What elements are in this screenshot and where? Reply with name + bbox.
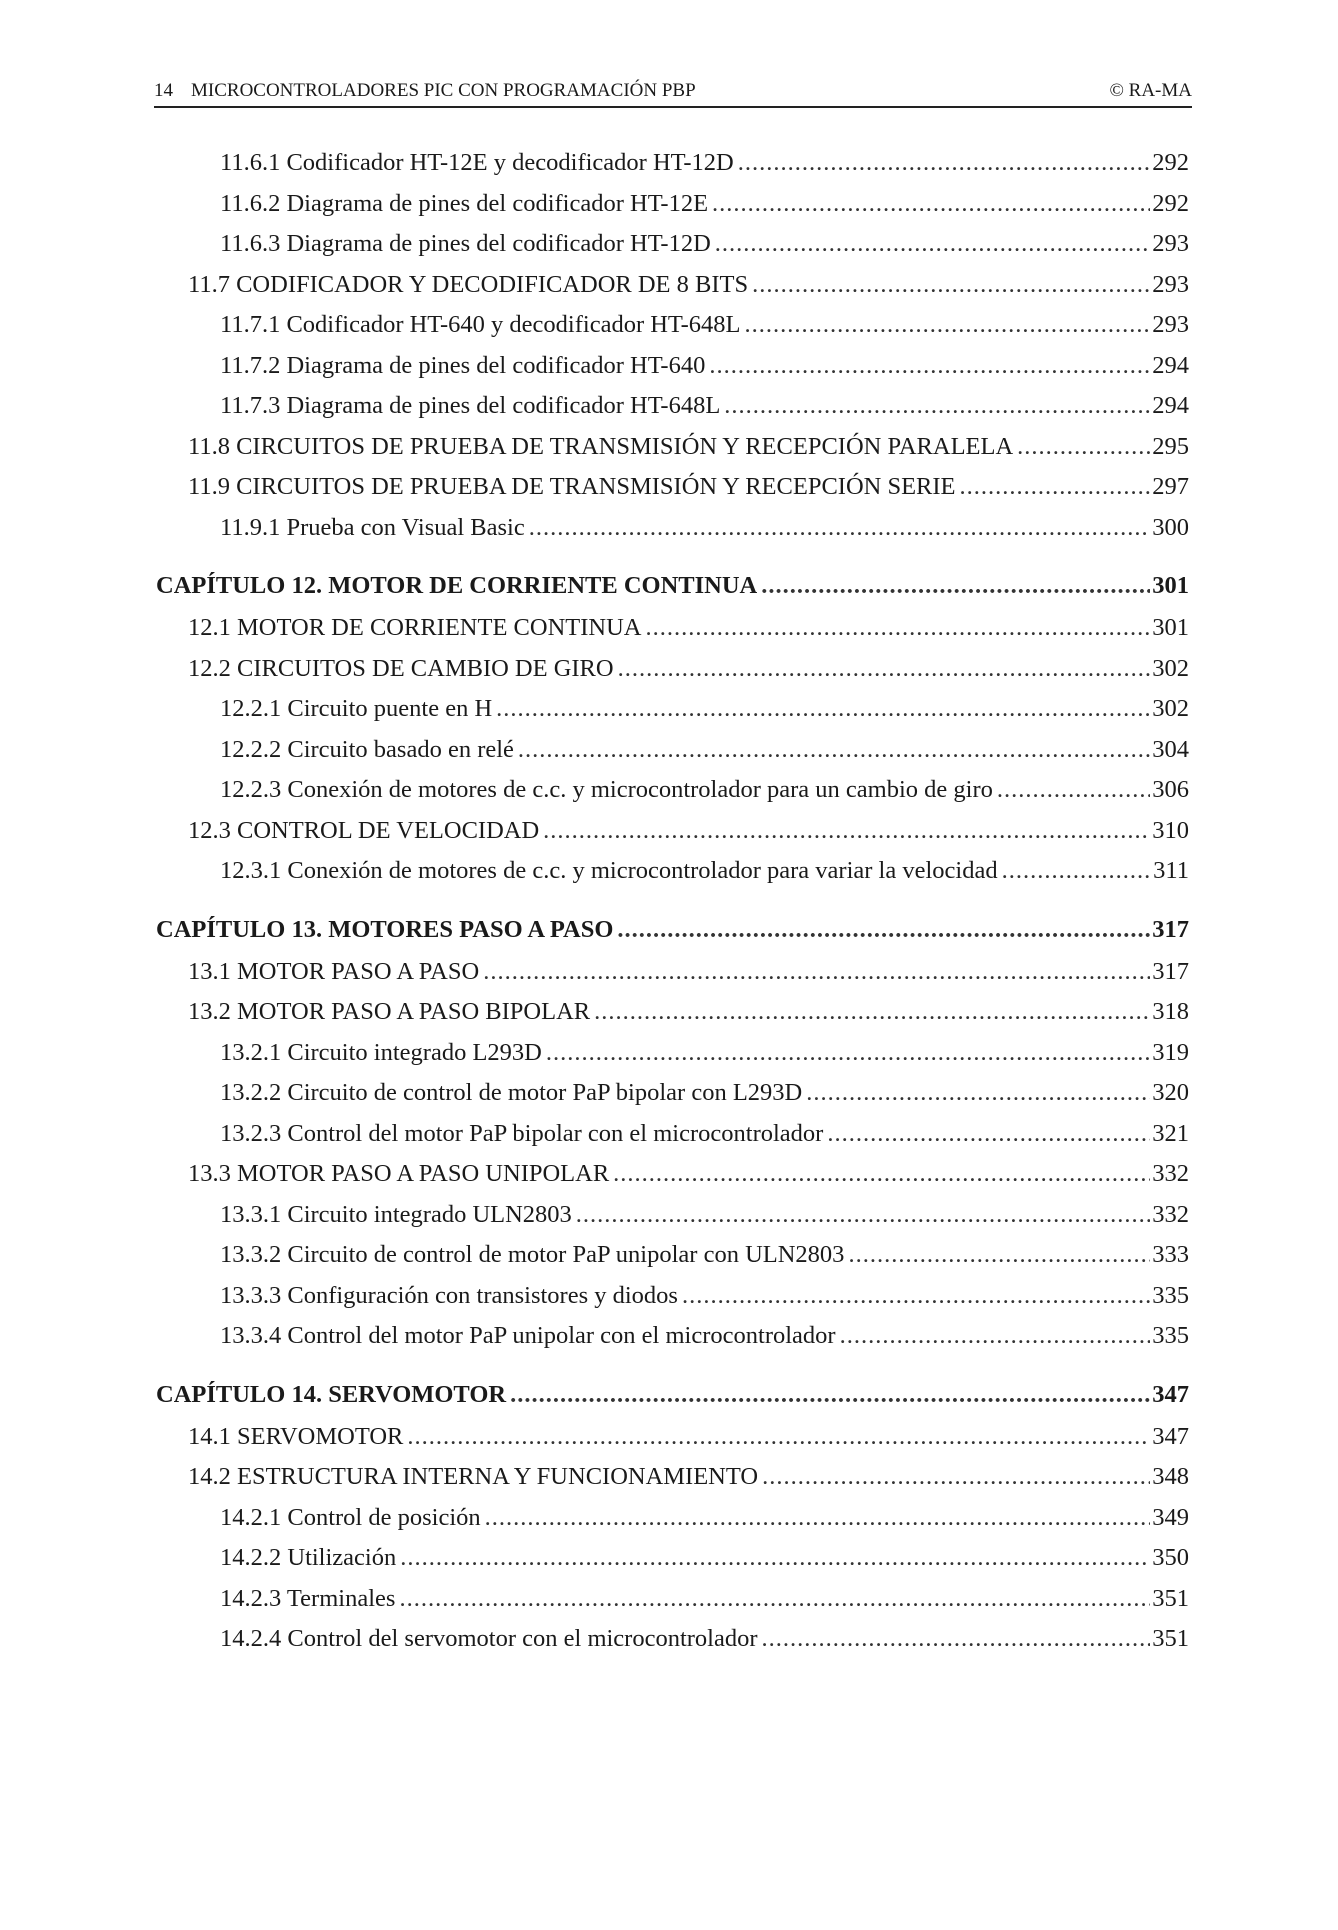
toc-entry-label: 14.2.1 Control de posición [220, 1503, 481, 1531]
toc-entry-label: 11.9.1 Prueba con Visual Basic [220, 513, 525, 541]
publisher-mark: © RA-MA [1109, 80, 1192, 101]
toc-entry-page: 294 [1152, 392, 1189, 419]
toc-entry-label: 11.6.1 Codificador HT-12E y decodificador HT-12D [220, 149, 734, 176]
toc-entry-page: 292 [1152, 149, 1189, 176]
toc-entry-label: 13.2.1 Circuito integrado L293D [220, 1038, 542, 1066]
toc-dot-leader [806, 1073, 1150, 1114]
toc-entry [156, 992, 1189, 1033]
toc-entry [156, 143, 1189, 184]
toc-dot-leader [715, 224, 1150, 265]
toc-dot-leader [752, 265, 1150, 306]
toc-entry [156, 770, 1189, 811]
toc-entry [156, 1579, 1189, 1620]
toc-entry-page: 300 [1152, 513, 1189, 541]
toc-entry-label: 11.7 CODIFICADOR Y DECODIFICADOR DE 8 BITS [188, 270, 749, 298]
toc-entry-page: 295 [1152, 432, 1189, 460]
toc-entry-label: 11.6.3 Diagrama de pines del codificador HT-12D [220, 230, 711, 257]
toc-entry-label: 11.6.2 Diagrama de pines del codificador HT-12E [220, 189, 709, 217]
toc-entry-label: 14.2 ESTRUCTURA INTERNA Y FUNCIONAMIENTO [188, 1463, 759, 1490]
toc-entry-label: 14.2.4 Control del servomotor con el microcontrolador [220, 1625, 758, 1652]
toc-dot-leader [618, 649, 1151, 690]
toc-entry-page: 304 [1152, 735, 1189, 763]
toc-entry [156, 1276, 1189, 1317]
toc-entry [156, 386, 1189, 427]
toc-entry-label: 12.2.3 Conexión de motores de c.c. y microcontrolador para un cambio de giro [220, 776, 993, 803]
toc-entry [156, 1033, 1189, 1074]
toc-dot-leader [510, 1373, 1150, 1417]
toc-dot-leader [840, 1316, 1151, 1357]
toc-entry-label: 13.1 MOTOR PASO A PASO [188, 957, 480, 985]
toc-entry-page: 292 [1152, 189, 1189, 217]
toc-entry [156, 305, 1189, 346]
toc-entry-page: 311 [1153, 857, 1189, 884]
toc-entry-page: 317 [1152, 957, 1189, 985]
toc-entry-page: 321 [1152, 1119, 1189, 1147]
toc-entry [156, 1316, 1189, 1357]
toc-entry-page: 293 [1152, 270, 1189, 298]
toc-entry-page: 350 [1152, 1544, 1189, 1571]
toc-entry-page: 297 [1152, 473, 1189, 500]
toc-entry [156, 1073, 1189, 1114]
toc-dot-leader [827, 1114, 1150, 1155]
toc-entry-page: 348 [1152, 1463, 1189, 1490]
toc-dot-leader [407, 1417, 1150, 1458]
toc-entry-label: CAPÍTULO 12. MOTOR DE CORRIENTE CONTINUA [156, 572, 758, 599]
toc-entry [156, 1538, 1189, 1579]
toc-dot-leader [1017, 427, 1150, 468]
toc-entry [156, 649, 1189, 690]
toc-entry-label: 13.2.3 Control del motor PaP bipolar con el microcontrolador [220, 1119, 824, 1147]
toc-entry-page: 335 [1152, 1322, 1189, 1349]
toc-entry-page: 332 [1152, 1200, 1189, 1228]
toc-entry-page: 347 [1152, 1380, 1189, 1408]
toc-dot-leader [496, 689, 1150, 730]
toc-entry [156, 1114, 1189, 1155]
toc-entry [156, 467, 1189, 508]
toc-entry-page: 320 [1152, 1079, 1189, 1106]
toc-entry [156, 224, 1189, 265]
toc-dot-leader [543, 811, 1150, 852]
toc-dot-leader [576, 1195, 1150, 1236]
toc-dot-leader [645, 608, 1150, 649]
toc-entry-label: 13.2 MOTOR PASO A PASO BIPOLAR [188, 998, 591, 1025]
toc-dot-leader [617, 908, 1150, 952]
toc-chapter-entry [156, 908, 1189, 952]
toc-dot-leader [518, 730, 1150, 771]
toc-entry [156, 1457, 1189, 1498]
toc-entry-page: 293 [1152, 230, 1189, 257]
toc-entry-page: 301 [1152, 614, 1189, 641]
toc-entry-label: 13.3 MOTOR PASO A PASO UNIPOLAR [188, 1160, 610, 1187]
toc-entry-page: 293 [1152, 311, 1189, 338]
toc-entry-label: 14.2.2 Utilización [220, 1544, 397, 1571]
toc-chapter-entry [156, 1373, 1189, 1417]
toc-dot-leader [483, 952, 1150, 993]
toc-entry-page: 302 [1152, 654, 1189, 682]
toc-entry [156, 1498, 1189, 1539]
toc-entry-page: 302 [1152, 695, 1189, 722]
toc-entry-label: 11.7.1 Codificador HT-640 y decodificador HT-648L [220, 311, 741, 338]
toc-entry-page: 306 [1152, 776, 1189, 803]
toc-dot-leader [1002, 851, 1152, 892]
header-left [154, 76, 696, 106]
toc-dot-leader [709, 346, 1150, 387]
toc-entry-label: 13.3.4 Control del motor PaP unipolar con el microcontrolador [220, 1322, 836, 1349]
toc-entry-page: 333 [1152, 1241, 1189, 1268]
toc-dot-leader [400, 1538, 1150, 1579]
toc-entry [156, 1195, 1189, 1236]
toc-dot-leader [712, 184, 1150, 225]
toc-entry-label: 12.2 CIRCUITOS DE CAMBIO DE GIRO [188, 654, 614, 682]
toc-entry-label: 13.3.1 Circuito integrado ULN2803 [220, 1200, 572, 1228]
toc-dot-leader [745, 305, 1151, 346]
toc-dot-leader [997, 770, 1150, 811]
toc-entry [156, 608, 1189, 649]
toc-entry [156, 265, 1189, 306]
toc-dot-leader [529, 508, 1151, 549]
toc-entry-page: 318 [1152, 998, 1189, 1025]
toc-dot-leader [762, 1619, 1151, 1660]
toc-entry [156, 1417, 1189, 1458]
toc-entry-page: 351 [1152, 1584, 1189, 1612]
toc-entry-label: 11.7.2 Diagrama de pines del codificador HT-640 [220, 351, 706, 379]
toc-entry-page: 294 [1152, 351, 1189, 379]
toc-dot-leader [960, 467, 1151, 508]
toc-entry-label: 12.2.2 Circuito basado en relé [220, 735, 514, 763]
toc-dot-leader [485, 1498, 1151, 1539]
toc-entry-label: 11.7.3 Diagrama de pines del codificador HT-648L [220, 392, 721, 419]
toc-dot-leader [761, 564, 1150, 608]
book-title: MICROCONTROLADORES PIC CON PROGRAMACIÓN PBP [191, 80, 696, 101]
toc-dot-leader [724, 386, 1150, 427]
toc-entry-label: CAPÍTULO 13. MOTORES PASO A PASO [156, 915, 614, 943]
toc-entry-label: 12.3.1 Conexión de motores de c.c. y microcontrolador para variar la velocidad [220, 857, 998, 884]
toc-dot-leader [738, 143, 1151, 184]
toc-dot-leader [594, 992, 1150, 1033]
toc-entry-page: 335 [1152, 1281, 1189, 1309]
toc-entry [156, 184, 1189, 225]
toc-entry [156, 730, 1189, 771]
toc-entry-label: 14.2.3 Terminales [220, 1584, 396, 1612]
toc-entry [156, 952, 1189, 993]
toc-entry-page: 310 [1152, 816, 1189, 844]
toc-entry-page: 347 [1152, 1422, 1189, 1450]
running-header [154, 76, 1192, 108]
toc-dot-leader [399, 1579, 1150, 1620]
toc-entry [156, 851, 1189, 892]
toc-entry [156, 346, 1189, 387]
toc-entry-page: 351 [1152, 1625, 1189, 1652]
toc-entry-page: 349 [1152, 1503, 1189, 1531]
toc-entry-label: 14.1 SERVOMOTOR [188, 1422, 404, 1450]
toc-dot-leader [848, 1235, 1150, 1276]
toc-entry-label: 12.3 CONTROL DE VELOCIDAD [188, 816, 540, 844]
toc-entry-label: 12.2.1 Circuito puente en H [220, 695, 493, 722]
toc-entry [156, 689, 1189, 730]
toc-entry-label: 11.8 CIRCUITOS DE PRUEBA DE TRANSMISIÓN Y RECEPCIÓN PARALELA [188, 432, 1014, 460]
toc-entry-page: 319 [1152, 1038, 1189, 1066]
toc-entry-label: 12.1 MOTOR DE CORRIENTE CONTINUA [188, 614, 642, 641]
table-of-contents [156, 143, 1189, 1660]
toc-dot-leader [762, 1457, 1150, 1498]
toc-entry-label: 11.9 CIRCUITOS DE PRUEBA DE TRANSMISIÓN Y RECEPCIÓN SERIE [188, 473, 956, 500]
toc-entry [156, 508, 1189, 549]
toc-entry [156, 1619, 1189, 1660]
toc-entry-label: 13.2.2 Circuito de control de motor PaP bipolar con L293D [220, 1079, 803, 1106]
toc-entry [156, 1235, 1189, 1276]
toc-dot-leader [613, 1154, 1150, 1195]
toc-chapter-entry [156, 564, 1189, 608]
toc-entry [156, 1154, 1189, 1195]
toc-entry-label: 13.3.2 Circuito de control de motor PaP unipolar con ULN2803 [220, 1241, 845, 1268]
toc-entry-label: CAPÍTULO 14. SERVOMOTOR [156, 1380, 507, 1408]
toc-entry-page: 332 [1152, 1160, 1189, 1187]
toc-entry-page: 317 [1152, 915, 1189, 943]
page-number: 14 [154, 80, 173, 101]
toc-entry-label: 13.3.3 Configuración con transistores y diodos [220, 1281, 678, 1309]
toc-entry [156, 427, 1189, 468]
toc-entry-page: 301 [1152, 572, 1189, 599]
toc-dot-leader [682, 1276, 1150, 1317]
toc-entry [156, 811, 1189, 852]
toc-dot-leader [546, 1033, 1150, 1074]
